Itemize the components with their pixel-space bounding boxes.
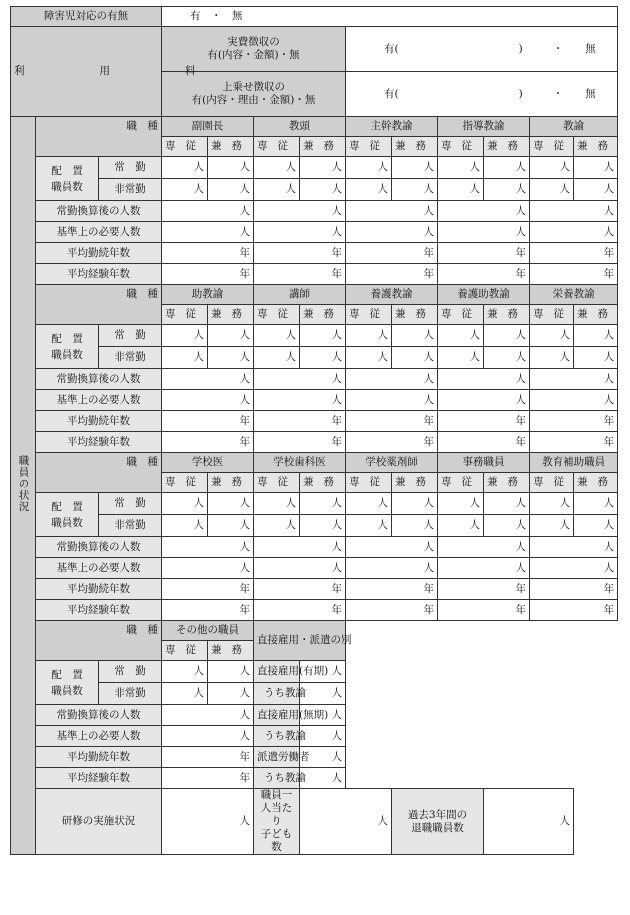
occupation-name: 栄養教諭 (530, 285, 618, 305)
staff-count-cell[interactable]: 人 (346, 493, 392, 515)
avg-tenure-cell[interactable]: 年 (162, 579, 254, 600)
staff-count-cell[interactable]: 人 (208, 683, 254, 705)
staff-count-cell[interactable]: 人 (484, 157, 530, 179)
staff-count-cell[interactable]: 人 (484, 515, 530, 537)
staff-count-cell[interactable]: 人 (392, 325, 438, 347)
avg-tenure-cell[interactable]: 年 (346, 243, 438, 264)
fulltime-header: 専 従 (254, 137, 300, 157)
avg-tenure-label: 平均勤続年数 (36, 579, 162, 600)
per-staff-cell[interactable]: 人 (300, 789, 392, 855)
staff-count-cell[interactable]: 人 (300, 325, 346, 347)
fulltime-header: 専 従 (438, 137, 484, 157)
parttime-label: 非常勤 (99, 347, 162, 369)
required-count-label: 基準上の必要人数 (36, 222, 162, 243)
occupation-label: 職 種 (36, 285, 162, 325)
fulltime-header: 専 従 (162, 137, 208, 157)
fulltime-header: 専 従 (530, 137, 574, 157)
assigned-staff-label: 配 置 職員数 (36, 661, 99, 705)
parttime-header: 兼 務 (392, 137, 438, 157)
staff-count-cell[interactable]: 人 (484, 347, 530, 369)
converted-count-cell[interactable]: 人 (438, 201, 530, 222)
avg-experience-cell[interactable]: 年 (254, 600, 346, 621)
fulltime-label: 常 勤 (99, 493, 162, 515)
staff-count-cell[interactable]: 人 (300, 157, 346, 179)
staff-count-cell[interactable]: 人 (300, 347, 346, 369)
required-count-cell[interactable]: 人 (346, 390, 438, 411)
converted-count-cell[interactable]: 人 (162, 705, 254, 726)
staff-count-cell[interactable]: 人 (438, 325, 484, 347)
direct-fixed-cell[interactable]: 人 (300, 661, 346, 683)
required-count-cell[interactable]: 人 (530, 222, 618, 243)
direct-permanent-label: 直接雇用(無期) (254, 705, 300, 726)
required-count-cell[interactable]: 人 (254, 222, 346, 243)
parttime-header: 兼 務 (574, 137, 618, 157)
dispatch-label: 派遣労働者 (254, 747, 300, 768)
staff-count-cell[interactable]: 人 (162, 493, 208, 515)
avg-experience-label: 平均経験年数 (36, 264, 162, 285)
fulltime-header: 専 従 (438, 305, 484, 325)
avg-experience-cell[interactable]: 年 (162, 432, 254, 453)
required-count-cell[interactable]: 人 (346, 222, 438, 243)
avg-tenure-cell[interactable]: 年 (162, 411, 254, 432)
staff-count-cell[interactable]: 人 (530, 179, 574, 201)
converted-count-cell[interactable]: 人 (438, 369, 530, 390)
fulltime-header: 専 従 (346, 473, 392, 493)
parttime-header: 兼 務 (208, 305, 254, 325)
staff-count-cell[interactable]: 人 (484, 179, 530, 201)
staff-count-cell[interactable]: 人 (438, 493, 484, 515)
disability-label: 障害児対応の有無 (11, 7, 162, 27)
avg-experience-cell[interactable]: 年 (162, 768, 254, 789)
converted-count-cell[interactable]: 人 (346, 369, 438, 390)
avg-tenure-label: 平均勤続年数 (36, 243, 162, 264)
staff-count-cell[interactable]: 人 (530, 347, 574, 369)
direct-permanent-cell[interactable]: 人 (300, 705, 346, 726)
avg-experience-cell[interactable]: 年 (346, 264, 438, 285)
staff-count-cell[interactable]: 人 (530, 157, 574, 179)
staff-count-cell[interactable]: 人 (530, 325, 574, 347)
staff-count-cell[interactable]: 人 (574, 347, 618, 369)
staff-count-cell[interactable]: 人 (300, 179, 346, 201)
avg-experience-cell[interactable]: 年 (530, 600, 618, 621)
fulltime-header: 専 従 (162, 473, 208, 493)
staff-count-cell[interactable]: 人 (254, 157, 300, 179)
direct-fixed-label: 直接雇用(有期) (254, 661, 300, 683)
staff-count-cell[interactable]: 人 (346, 157, 392, 179)
avg-tenure-cell[interactable]: 年 (346, 411, 438, 432)
fulltime-header: 専 従 (530, 473, 574, 493)
teacher-subset-label: うち教諭 (254, 726, 300, 747)
avg-tenure-cell[interactable]: 年 (254, 579, 346, 600)
teacher-subset-cell[interactable]: 人 (300, 683, 346, 705)
avg-tenure-cell[interactable]: 年 (438, 243, 530, 264)
staff-count-cell[interactable]: 人 (346, 347, 392, 369)
avg-tenure-cell[interactable]: 年 (346, 579, 438, 600)
fulltime-label: 常 勤 (99, 157, 162, 179)
per-staff-label: 職員一人当たり 子ども数 (254, 789, 300, 855)
extra-fee-label: 上乗せ徴収の 有(内容・理由・金額)・無 (162, 72, 346, 117)
teacher-subset-cell[interactable]: 人 (300, 726, 346, 747)
avg-experience-cell[interactable]: 年 (438, 432, 530, 453)
fulltime-header: 専 従 (254, 473, 300, 493)
required-count-cell[interactable]: 人 (438, 558, 530, 579)
assigned-staff-label: 配 置 職員数 (36, 493, 99, 537)
staff-count-cell[interactable]: 人 (254, 325, 300, 347)
staff-count-cell[interactable]: 人 (484, 493, 530, 515)
staff-count-cell[interactable]: 人 (392, 493, 438, 515)
avg-experience-cell[interactable]: 年 (346, 432, 438, 453)
staff-count-cell[interactable]: 人 (254, 347, 300, 369)
avg-tenure-cell[interactable]: 年 (530, 243, 618, 264)
staff-count-cell[interactable]: 人 (300, 493, 346, 515)
converted-count-cell[interactable]: 人 (254, 537, 346, 558)
kindergarten-staff-form (10, 6, 618, 855)
staff-count-cell[interactable]: 人 (392, 179, 438, 201)
staff-count-cell[interactable]: 人 (574, 493, 618, 515)
required-count-label: 基準上の必要人数 (36, 726, 162, 747)
converted-count-cell[interactable]: 人 (162, 369, 254, 390)
occupation-name: 養護教諭 (346, 285, 438, 305)
parttime-header: 兼 務 (392, 473, 438, 493)
occupation-name: その他の職員 (162, 621, 254, 641)
retired-cell[interactable]: 人 (484, 789, 574, 855)
fulltime-header: 専 従 (346, 137, 392, 157)
staff-count-cell[interactable]: 人 (574, 179, 618, 201)
avg-tenure-cell[interactable]: 年 (530, 411, 618, 432)
fulltime-header: 専 従 (162, 305, 208, 325)
staff-count-cell[interactable]: 人 (254, 179, 300, 201)
converted-count-label: 常勤換算後の人数 (36, 369, 162, 390)
avg-tenure-cell[interactable]: 年 (438, 579, 530, 600)
avg-experience-cell[interactable]: 年 (530, 264, 618, 285)
avg-tenure-label: 平均勤続年数 (36, 411, 162, 432)
staff-count-cell[interactable]: 人 (346, 515, 392, 537)
staff-count-cell[interactable]: 人 (300, 515, 346, 537)
staff-count-cell[interactable]: 人 (574, 157, 618, 179)
avg-experience-cell[interactable]: 年 (254, 264, 346, 285)
avg-tenure-cell[interactable]: 年 (254, 411, 346, 432)
parttime-header: 兼 務 (300, 137, 346, 157)
teacher-subset-cell[interactable]: 人 (300, 768, 346, 789)
occupation-name: 学校医 (162, 453, 254, 473)
avg-tenure-cell[interactable]: 年 (162, 243, 254, 264)
avg-experience-cell[interactable]: 年 (438, 600, 530, 621)
blank-area (346, 621, 530, 789)
required-count-label: 基準上の必要人数 (36, 390, 162, 411)
parttime-label: 非常勤 (99, 683, 162, 705)
staff-count-cell[interactable]: 人 (438, 515, 484, 537)
occupation-name: 学校薬剤師 (346, 453, 438, 473)
occupation-name: 教諭 (530, 117, 618, 137)
staff-count-cell[interactable]: 人 (208, 347, 254, 369)
required-count-cell[interactable]: 人 (346, 558, 438, 579)
training-label: 研修の実施状況 (36, 789, 162, 855)
staff-count-cell[interactable]: 人 (438, 157, 484, 179)
fulltime-header: 専 従 (162, 641, 208, 661)
converted-count-cell[interactable]: 人 (254, 201, 346, 222)
staff-count-cell[interactable]: 人 (208, 515, 254, 537)
avg-tenure-cell[interactable]: 年 (162, 747, 254, 768)
occupation-name: 副園長 (162, 117, 254, 137)
avg-experience-cell[interactable]: 年 (162, 264, 254, 285)
staff-count-cell[interactable]: 人 (438, 347, 484, 369)
parttime-header: 兼 務 (300, 305, 346, 325)
parttime-header: 兼 務 (484, 305, 530, 325)
parttime-header: 兼 務 (208, 473, 254, 493)
staff-count-cell[interactable]: 人 (392, 157, 438, 179)
converted-count-cell[interactable]: 人 (438, 537, 530, 558)
avg-experience-cell[interactable]: 年 (530, 432, 618, 453)
fulltime-header: 専 従 (530, 305, 574, 325)
fulltime-label: 常 勤 (99, 661, 162, 683)
occupation-label: 職 種 (36, 621, 162, 661)
required-count-cell[interactable]: 人 (162, 390, 254, 411)
converted-count-cell[interactable]: 人 (530, 369, 618, 390)
avg-tenure-cell[interactable]: 年 (438, 411, 530, 432)
converted-count-cell[interactable]: 人 (346, 537, 438, 558)
converted-count-cell[interactable]: 人 (162, 201, 254, 222)
required-count-cell[interactable]: 人 (162, 726, 254, 747)
required-count-cell[interactable]: 人 (162, 222, 254, 243)
parttime-label: 非常勤 (99, 179, 162, 201)
converted-count-cell[interactable]: 人 (254, 369, 346, 390)
staff-count-cell[interactable]: 人 (484, 325, 530, 347)
occupation-name: 事務職員 (438, 453, 530, 473)
staff-status-label: 職員の状況 (11, 117, 36, 855)
required-count-cell[interactable]: 人 (530, 390, 618, 411)
staff-count-cell[interactable]: 人 (162, 347, 208, 369)
staff-count-cell[interactable]: 人 (208, 661, 254, 683)
avg-experience-cell[interactable]: 年 (254, 432, 346, 453)
parttime-label: 非常勤 (99, 515, 162, 537)
employment-type-header: 直接雇用・派遣の別 (254, 621, 346, 661)
fee-label: 利 用 料 (11, 27, 162, 117)
training-cell[interactable]: 人 (162, 789, 254, 855)
required-count-cell[interactable]: 人 (530, 558, 618, 579)
converted-count-cell[interactable]: 人 (530, 537, 618, 558)
avg-tenure-label: 平均勤続年数 (36, 747, 162, 768)
parttime-header: 兼 務 (574, 305, 618, 325)
occupation-name: 学校歯科医 (254, 453, 346, 473)
staff-count-cell[interactable]: 人 (208, 325, 254, 347)
staff-count-cell[interactable]: 人 (392, 515, 438, 537)
assigned-staff-label: 配 置 職員数 (36, 157, 99, 201)
occupation-label: 職 種 (36, 117, 162, 157)
converted-count-cell[interactable]: 人 (530, 201, 618, 222)
teacher-subset-label: うち教諭 (254, 683, 300, 705)
required-count-cell[interactable]: 人 (254, 390, 346, 411)
fulltime-header: 専 従 (438, 473, 484, 493)
fulltime-header: 専 従 (346, 305, 392, 325)
fulltime-label: 常 勤 (99, 325, 162, 347)
staff-count-cell[interactable]: 人 (208, 157, 254, 179)
required-count-cell[interactable]: 人 (162, 558, 254, 579)
avg-tenure-cell[interactable]: 年 (530, 579, 618, 600)
occupation-name: 講師 (254, 285, 346, 305)
parttime-header: 兼 務 (484, 137, 530, 157)
extra-fee-field[interactable]: 有( ) ・ 無 (346, 72, 618, 117)
actual-fee-label: 実費徴収の 有(内容・金額)・無 (162, 27, 346, 72)
converted-count-cell[interactable]: 人 (346, 201, 438, 222)
staff-count-cell[interactable]: 人 (438, 179, 484, 201)
staff-count-cell[interactable]: 人 (254, 515, 300, 537)
avg-experience-cell[interactable]: 年 (346, 600, 438, 621)
occupation-name: 主幹教諭 (346, 117, 438, 137)
staff-count-cell[interactable]: 人 (392, 347, 438, 369)
staff-count-cell[interactable]: 人 (208, 493, 254, 515)
parttime-header: 兼 務 (392, 305, 438, 325)
occupation-name: 教育補助職員 (530, 453, 618, 473)
staff-count-cell[interactable]: 人 (162, 179, 208, 201)
fulltime-header: 専 従 (254, 305, 300, 325)
occupation-label: 職 種 (36, 453, 162, 493)
staff-count-cell[interactable]: 人 (162, 661, 208, 683)
teacher-subset-label: うち教諭 (254, 768, 300, 789)
converted-count-cell[interactable]: 人 (162, 537, 254, 558)
converted-count-label: 常勤換算後の人数 (36, 705, 162, 726)
staff-count-cell[interactable]: 人 (346, 179, 392, 201)
required-count-cell[interactable]: 人 (438, 222, 530, 243)
staff-count-cell[interactable]: 人 (162, 157, 208, 179)
required-count-label: 基準上の必要人数 (36, 558, 162, 579)
avg-tenure-cell[interactable]: 年 (254, 243, 346, 264)
staff-count-cell[interactable]: 人 (574, 515, 618, 537)
parttime-header: 兼 務 (484, 473, 530, 493)
avg-experience-cell[interactable]: 年 (438, 264, 530, 285)
occupation-name: 教頭 (254, 117, 346, 137)
parttime-header: 兼 務 (208, 641, 254, 661)
converted-count-label: 常勤換算後の人数 (36, 201, 162, 222)
staff-count-cell[interactable]: 人 (530, 493, 574, 515)
converted-count-label: 常勤換算後の人数 (36, 537, 162, 558)
required-count-cell[interactable]: 人 (438, 390, 530, 411)
staff-count-cell[interactable]: 人 (346, 325, 392, 347)
staff-count-cell[interactable]: 人 (162, 515, 208, 537)
avg-experience-cell[interactable]: 年 (162, 600, 254, 621)
staff-count-cell[interactable]: 人 (574, 325, 618, 347)
avg-experience-label: 平均経験年数 (36, 432, 162, 453)
assigned-staff-label: 配 置 職員数 (36, 325, 99, 369)
avg-experience-label: 平均経験年数 (36, 600, 162, 621)
retired-label: 過去3年間の 退職職員数 (392, 789, 484, 855)
occupation-name: 指導教諭 (438, 117, 530, 137)
parttime-header: 兼 務 (300, 473, 346, 493)
staff-count-cell[interactable]: 人 (162, 325, 208, 347)
parttime-header: 兼 務 (574, 473, 618, 493)
staff-count-cell[interactable]: 人 (208, 179, 254, 201)
staff-count-cell[interactable]: 人 (530, 515, 574, 537)
occupation-name: 助教諭 (162, 285, 254, 305)
occupation-name: 養護助教諭 (438, 285, 530, 305)
staff-count-cell[interactable]: 人 (254, 493, 300, 515)
parttime-header: 兼 務 (208, 137, 254, 157)
required-count-cell[interactable]: 人 (254, 558, 346, 579)
actual-fee-field[interactable]: 有( ) ・ 無 (346, 27, 618, 72)
disability-yes-no[interactable]: 有 ・ 無 (162, 7, 618, 27)
staff-count-cell[interactable]: 人 (162, 683, 208, 705)
dispatch-cell[interactable]: 人 (300, 747, 346, 768)
avg-experience-label: 平均経験年数 (36, 768, 162, 789)
